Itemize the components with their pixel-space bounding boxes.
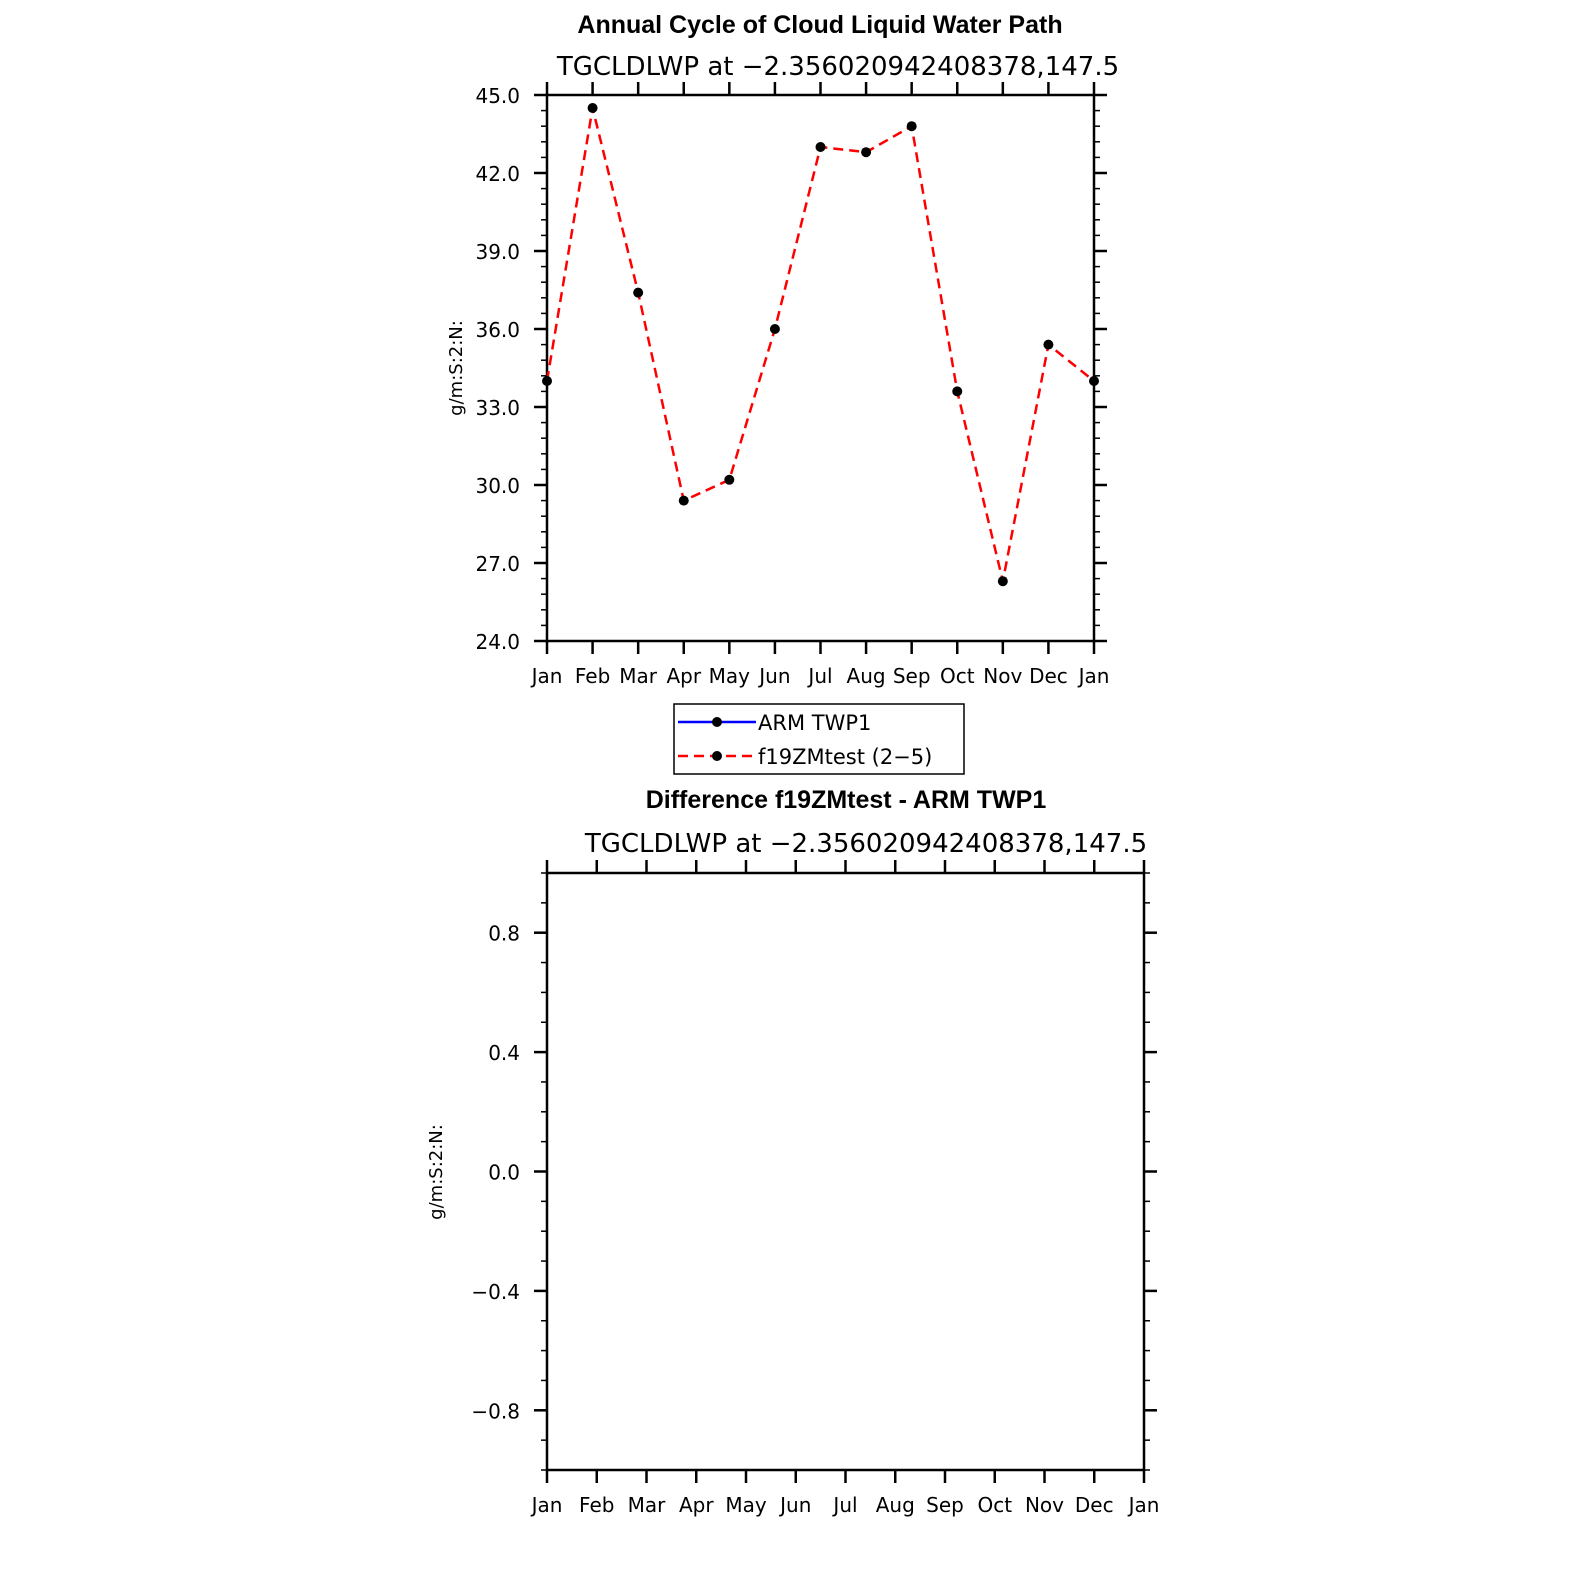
bottom-chart-title: Difference f19ZMtest - ARM TWP1 — [645, 786, 1047, 814]
x-tick-label: Feb — [579, 1493, 615, 1517]
data-point — [998, 576, 1008, 586]
data-point — [588, 103, 598, 113]
x-tick-label: Dec — [1074, 1493, 1114, 1517]
legend — [674, 704, 964, 774]
x-tick-label: Mar — [627, 1493, 666, 1517]
bottom-x-tick-labels — [530, 1493, 1160, 1517]
legend-marker-arm — [712, 717, 722, 727]
bottom-chart-subtitle: TGCLDLWP at −2.356020942408378,147.5 — [584, 829, 1148, 859]
top-chart-title: Annual Cycle of Cloud Liquid Water Path — [577, 11, 1063, 39]
x-tick-label: Oct — [939, 664, 975, 688]
x-tick-label: Jan — [531, 1493, 563, 1517]
data-point — [633, 288, 643, 298]
bottom-plot-frame — [547, 873, 1144, 1470]
x-tick-label: Apr — [678, 1493, 714, 1517]
y-tick-label: 0.4 — [488, 1041, 520, 1066]
data-point — [816, 142, 826, 152]
x-tick-label: Jun — [759, 664, 791, 688]
x-tick-label: Feb — [574, 664, 611, 688]
legend-marker-model — [712, 751, 722, 761]
y-tick-label: 30.0 — [475, 474, 520, 498]
x-tick-label: Mar — [619, 664, 658, 688]
x-tick-label: Sep — [892, 664, 931, 688]
bottom-chart — [426, 786, 1159, 1517]
x-tick-label: Dec — [1029, 664, 1068, 688]
top-chart-ylabel: g/m:S:2:N: — [446, 320, 467, 416]
data-point — [724, 475, 734, 485]
y-tick-label: 24.0 — [475, 630, 520, 654]
bottom-chart-ylabel: g/m:S:2:N: — [426, 1124, 447, 1220]
x-tick-label: May — [725, 1493, 767, 1517]
x-tick-label: Jun — [780, 1493, 812, 1517]
top-x-tick-labels — [530, 664, 1110, 688]
y-tick-label: −0.4 — [471, 1279, 520, 1304]
data-point — [542, 376, 552, 386]
bottom-y-tick-labels — [471, 922, 520, 1424]
top-plot-frame — [547, 95, 1094, 641]
top-series-group — [542, 103, 1099, 586]
legend-label-model: f19ZMtest (2−5) — [758, 745, 933, 769]
x-tick-label: Apr — [666, 664, 702, 688]
x-tick-label: Nov — [983, 664, 1023, 688]
data-point — [770, 324, 780, 334]
y-tick-label: −0.8 — [471, 1399, 520, 1424]
x-tick-label: Nov — [1024, 1493, 1065, 1517]
x-tick-label: Sep — [926, 1493, 964, 1517]
x-tick-label: Jan — [531, 664, 563, 688]
x-tick-label: Jan — [1128, 1493, 1160, 1517]
top-y-tick-labels — [475, 84, 520, 654]
x-tick-label: Aug — [875, 1493, 915, 1517]
data-point — [679, 496, 689, 506]
x-tick-label: Jan — [1078, 664, 1110, 688]
x-tick-label: Jul — [808, 664, 833, 688]
data-point — [1089, 376, 1099, 386]
series-line — [547, 108, 1094, 581]
y-tick-label: 36.0 — [475, 318, 520, 342]
top-axis-ticks — [534, 82, 1107, 654]
bottom-axis-ticks — [534, 860, 1157, 1483]
y-tick-label: 39.0 — [475, 240, 520, 264]
data-point — [907, 121, 917, 131]
top-chart-subtitle: TGCLDLWP at −2.356020942408378,147.5 — [556, 52, 1120, 82]
data-point — [1043, 340, 1053, 350]
data-point — [861, 147, 871, 157]
x-tick-label: Aug — [846, 664, 886, 688]
legend-label-arm: ARM TWP1 — [758, 711, 872, 735]
x-tick-label: May — [708, 664, 751, 688]
top-chart — [446, 11, 1119, 774]
y-tick-label: 27.0 — [475, 552, 520, 576]
x-tick-label: Jul — [833, 1493, 858, 1517]
x-tick-label: Oct — [977, 1493, 1013, 1517]
y-tick-label: 33.0 — [475, 396, 520, 420]
data-point — [952, 386, 962, 396]
y-tick-label: 0.0 — [488, 1160, 520, 1185]
y-tick-label: 42.0 — [475, 162, 520, 186]
y-tick-label: 45.0 — [475, 84, 520, 108]
y-tick-label: 0.8 — [488, 921, 520, 946]
